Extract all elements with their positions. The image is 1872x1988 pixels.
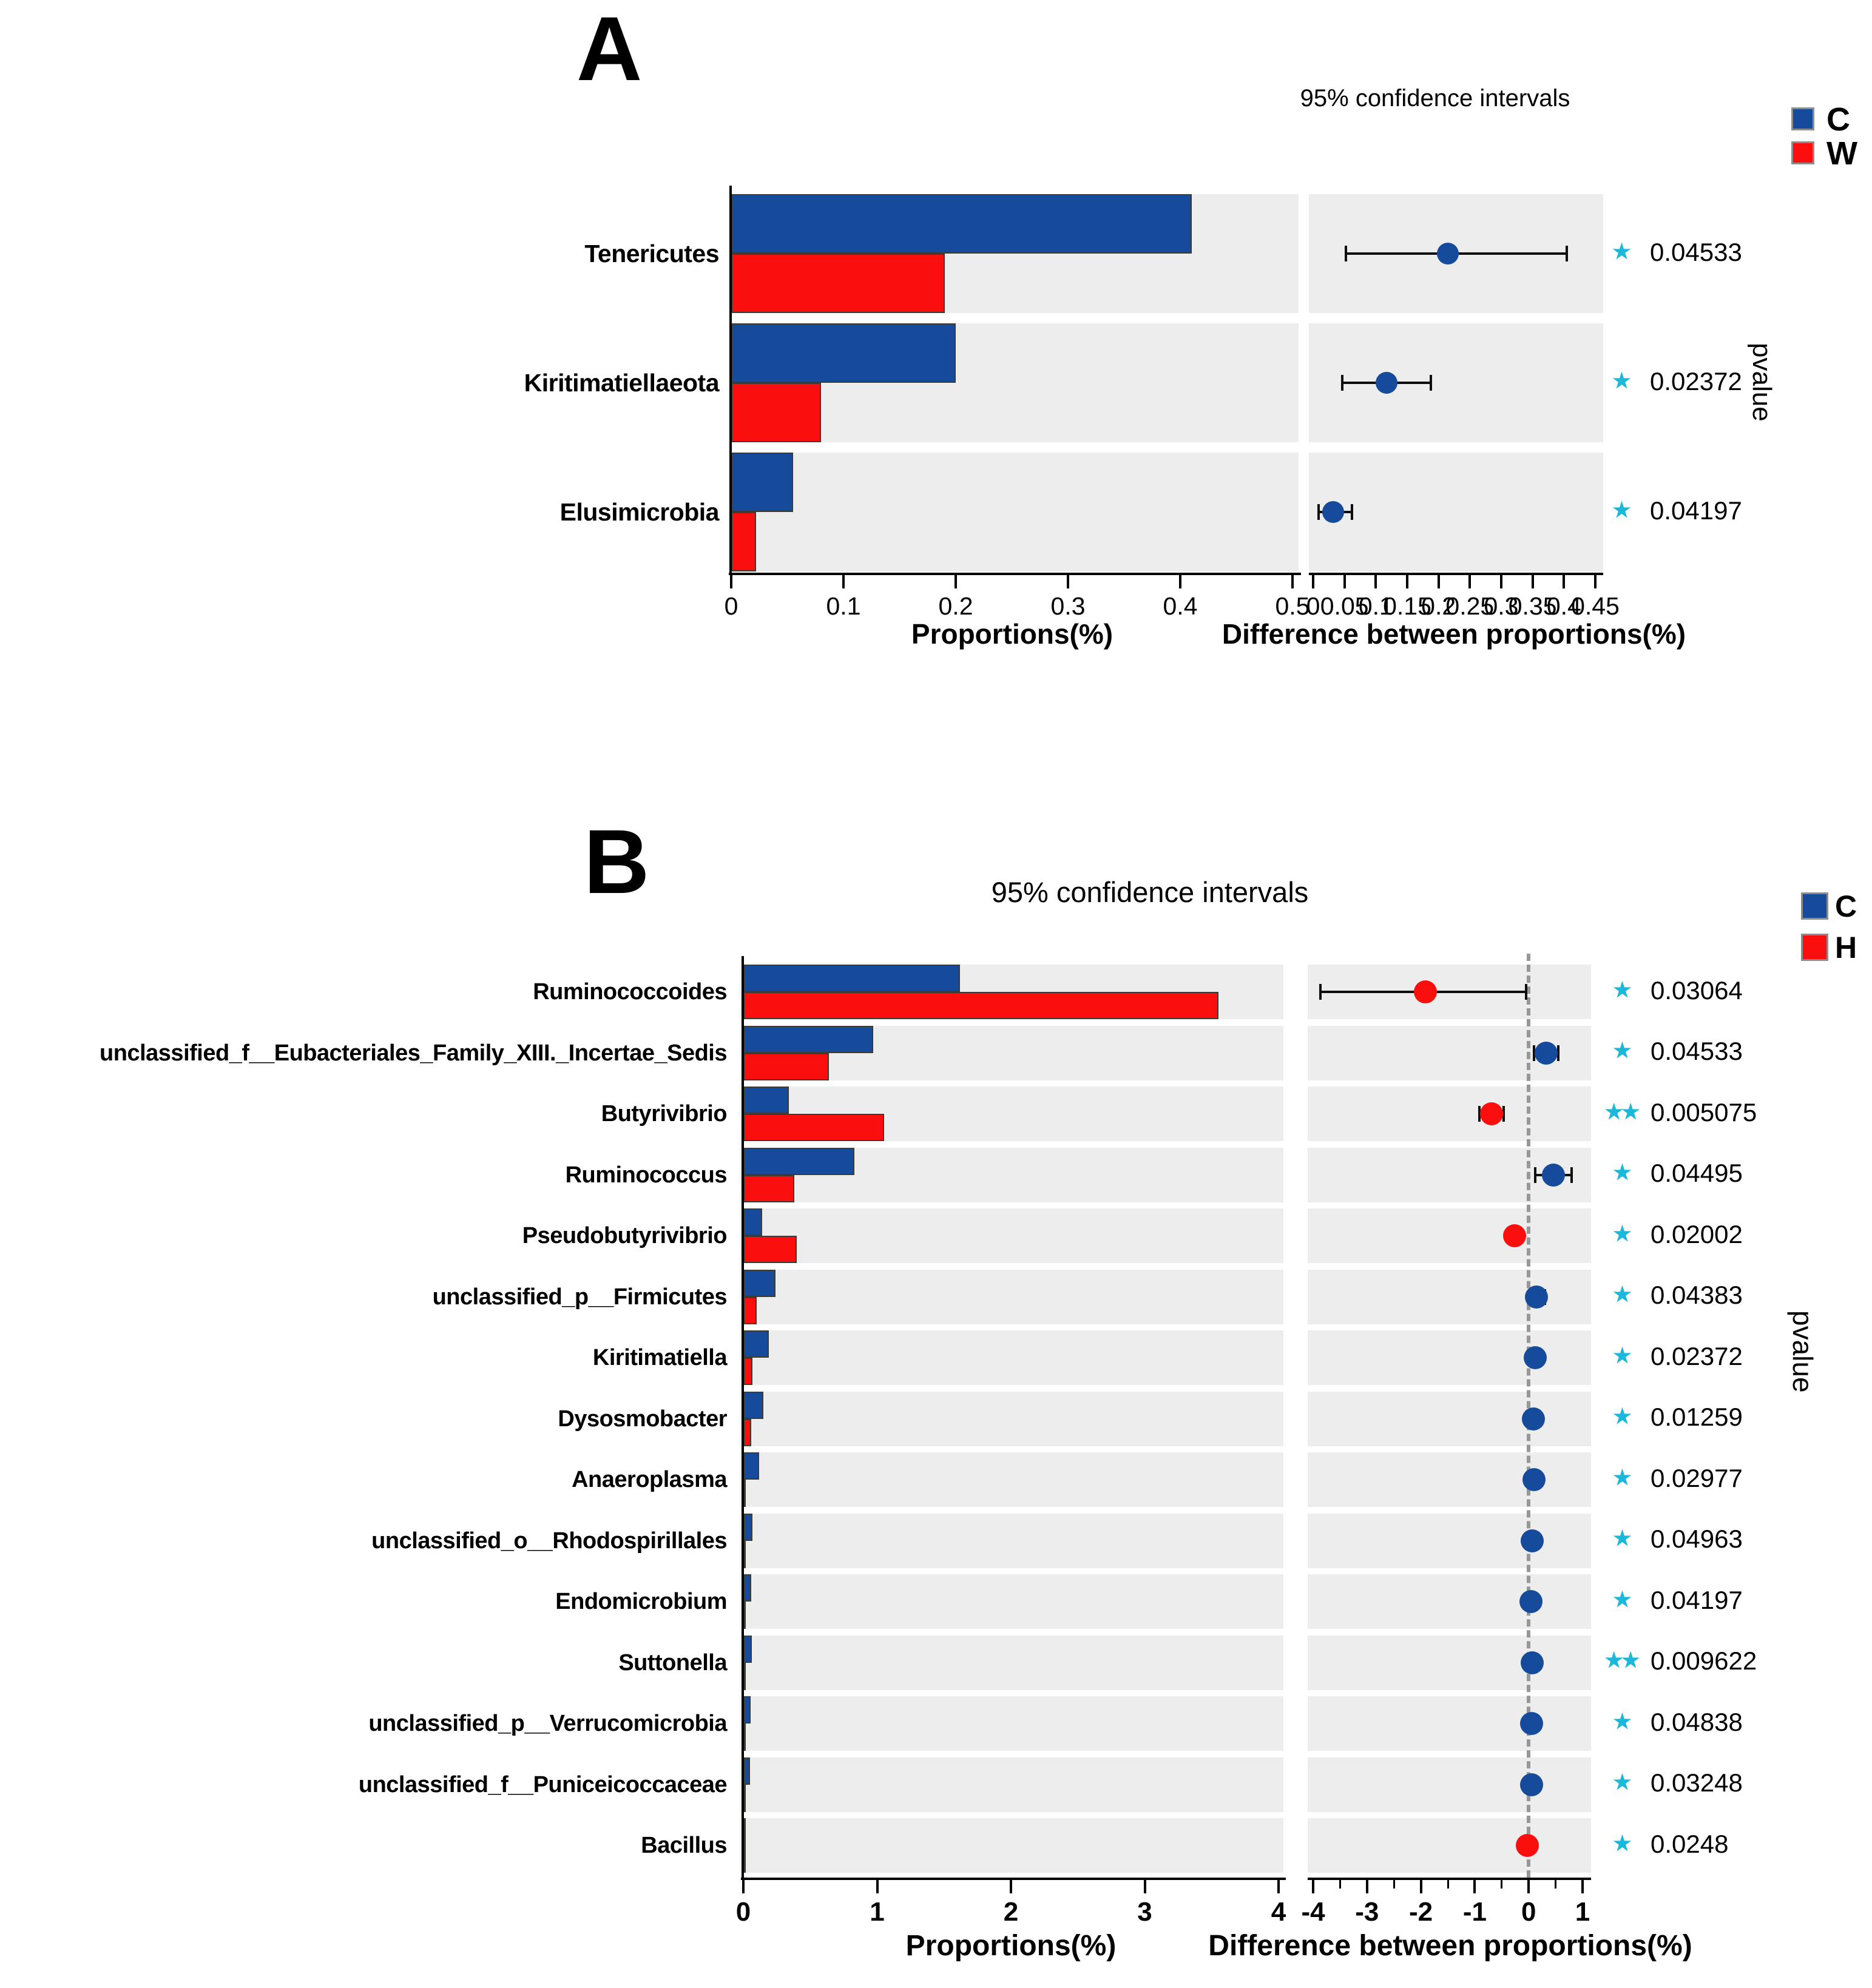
panel-b-subtitle: 95% confidence intervals [991,876,1309,908]
pvalue-text: 0.04495 [1651,1159,1743,1188]
difference-axis-minor-tick [1339,1880,1341,1889]
proportion-bar-H [743,1114,884,1141]
panel-a-difference-axis-title: Difference between proportions(%) [1222,618,1686,650]
proportions-tick-label: 0.3 [1050,592,1086,620]
category-label: Anaeroplasma [572,1467,727,1492]
difference-tick-label: -4 [1301,1897,1325,1927]
significance-stars: ★ [1613,1831,1630,1855]
difference-row-band [1308,1452,1591,1507]
difference-row-band [1308,1818,1591,1873]
significance-stars: ★ [1613,1283,1630,1307]
pvalue-text: 0.03064 [1651,975,1743,1005]
difference-axis-tick [1406,575,1408,588]
ci-cap-high [1566,246,1568,261]
pvalue-text: 0.04533 [1650,237,1742,266]
difference-tick-label: 0 [1521,1897,1536,1927]
category-label: unclassified_p__Verrucomicrobia [368,1711,727,1736]
ci-cap-high [1525,984,1527,1000]
proportions-tick-label: 0.1 [826,592,861,620]
legend-swatch-w [1791,141,1814,164]
ci-mean-dot [1520,1773,1543,1796]
proportions-row-band [743,1208,1283,1263]
category-label: Dysosmobacter [558,1406,727,1432]
proportions-row-band [743,1330,1283,1385]
ci-cap-low [1319,984,1322,1000]
proportion-bar-C [731,194,1192,254]
pvalue-text: 0.01259 [1651,1403,1743,1432]
proportions-row-band [743,1574,1283,1629]
category-label: unclassified_p__Firmicutes [432,1284,727,1310]
category-label: Ruminococcus [565,1162,727,1188]
category-label: Kiritimatiellaeota [524,369,719,397]
difference-axis-minor-tick [1447,1880,1449,1889]
proportions-axis-tick [1067,575,1069,588]
legend-swatch-c [1801,892,1828,920]
difference-tick-label: 0.1 [1358,592,1393,620]
proportion-bar-H [743,1297,757,1324]
proportion-bar-W [731,383,821,442]
ci-mean-dot [1542,1164,1565,1187]
difference-row-band [1308,1696,1591,1751]
significance-stars: ★ [1613,1405,1630,1429]
proportions-x-axis-line [729,573,1301,575]
proportions-y-axis-line [742,956,744,1880]
ci-mean-dot [1522,1468,1546,1491]
proportions-tick-label: 0.5 [1275,592,1310,620]
proportions-row-band [743,1636,1283,1690]
ci-mean-dot [1524,1346,1547,1369]
ci-mean-dot [1535,1042,1558,1065]
panel-b-letter: B [584,810,650,912]
proportion-bar-C [743,1574,751,1602]
difference-axis-minor-tick [1393,1880,1395,1889]
pvalue-text: 0.04197 [1650,496,1742,525]
proportion-bar-C [731,323,956,383]
proportion-bar-C [731,453,793,512]
significance-stars: ★ [1613,1466,1630,1489]
legend-swatch-c [1791,107,1814,130]
ci-mean-dot [1519,1590,1543,1613]
ci-cap-low [1317,504,1320,520]
significance-stars: ★ [1613,1039,1630,1063]
ci-mean-dot [1520,1712,1543,1735]
proportions-row-band [743,1514,1283,1568]
significance-stars: ★ [1613,1222,1630,1245]
category-label: Kiritimatiella [592,1345,727,1370]
difference-axis-tick [1366,1880,1368,1893]
panel-b-difference-axis-title: Difference between proportions(%) [1208,1930,1692,1962]
difference-tick-label: -3 [1355,1897,1379,1927]
proportion-bar-C [743,1636,752,1663]
pvalue-text: 0.02372 [1651,1341,1743,1370]
difference-tick-label: 0.35 [1508,592,1557,620]
difference-row-band [1308,1514,1591,1568]
difference-tick-label: -2 [1409,1897,1433,1927]
proportion-bar-H [743,1175,794,1202]
ci-mean-dot [1322,501,1344,523]
ci-cap-high [1557,1045,1559,1061]
difference-tick-label: 0.2 [1421,592,1456,620]
difference-axis-minor-tick [1555,1880,1556,1889]
ci-cap-low [1534,1167,1536,1183]
proportions-tick-label: 2 [1003,1897,1019,1927]
significance-stars: ★ [1613,1344,1630,1367]
ci-cap-low [1341,375,1343,391]
significance-stars: ★ [1613,978,1630,1002]
panel-b-proportions-axis-title: Proportions(%) [905,1930,1117,1962]
panel-b-pvalue-axis-label: pvalue [1787,1310,1819,1393]
proportion-bar-H [743,992,1218,1019]
difference-tick-label: 0.45 [1571,592,1620,620]
pvalue-text: 0.005075 [1651,1097,1757,1127]
pvalue-text: 0.02977 [1651,1463,1743,1492]
proportions-axis-tick [1277,1880,1280,1893]
proportion-bar-C [743,965,960,992]
difference-axis-tick [1500,575,1502,588]
proportions-axis-tick [876,1880,879,1893]
proportion-bar-H [743,1358,752,1385]
proportions-row-band [743,1392,1283,1446]
proportion-bar-H [743,1053,829,1080]
proportion-bar-C [743,1696,751,1723]
difference-axis-tick [1473,1880,1476,1893]
ci-mean-dot [1521,1529,1544,1552]
proportions-row-band [743,1757,1283,1812]
ci-mean-dot [1437,243,1459,265]
ci-mean-dot [1480,1102,1503,1125]
difference-tick-label: 1 [1575,1897,1590,1927]
difference-axis-minor-tick [1501,1880,1502,1889]
proportion-bar-H [743,1419,751,1446]
legend-label-w: W [1826,135,1857,172]
proportions-tick-label: 0 [735,1897,751,1927]
proportions-tick-label: 3 [1137,1897,1152,1927]
significance-stars: ★ [1613,1710,1630,1733]
significance-stars: ★ [1613,1527,1630,1551]
difference-row-band [1308,1208,1591,1263]
difference-tick-label: 0.3 [1484,592,1519,620]
panel-a-letter: A [576,0,643,99]
pvalue-text: 0.02002 [1651,1219,1743,1248]
difference-axis-tick [1420,1880,1422,1893]
difference-tick-label: 0.25 [1445,592,1495,620]
pvalue-text: 0.04838 [1651,1707,1743,1736]
proportions-tick-label: 0.2 [938,592,973,620]
difference-x-axis-line [1308,1878,1591,1880]
panel-a-pvalue-axis-label: pvalue [1747,343,1777,422]
proportions-axis-tick [955,575,957,588]
difference-row-band [1308,1270,1591,1324]
category-label: unclassified_o__Rhodospirillales [371,1528,727,1554]
proportion-bar-C [743,1087,789,1114]
panel-a-subtitle: 95% confidence intervals [1300,85,1570,112]
difference-axis-tick [1594,575,1597,588]
difference-axis-tick [1312,575,1314,588]
ci-cap-low [1345,246,1347,261]
category-label: Bacillus [641,1833,727,1858]
legend-label-h: H [1835,931,1857,965]
difference-axis-tick [1343,575,1346,588]
legend-label-c: C [1826,101,1850,138]
proportion-bar-W [731,512,756,571]
proportion-bar-C [743,1026,873,1053]
difference-axis-tick [1312,1880,1314,1893]
ci-cap-high [1570,1167,1573,1183]
pvalue-text: 0.04963 [1651,1525,1743,1554]
proportions-y-axis-line [729,186,732,575]
category-label: Butyrivibrio [601,1101,727,1127]
pvalue-text: 0.04383 [1651,1281,1743,1310]
pvalue-text: 0.0248 [1651,1829,1729,1858]
difference-tick-label: 0.4 [1546,592,1581,620]
pvalue-text: 0.04533 [1651,1037,1743,1066]
difference-axis-tick [1527,1880,1530,1893]
significance-stars: ★★ [1604,1100,1638,1124]
difference-axis-tick [1374,575,1377,588]
difference-axis-tick [1581,1880,1584,1893]
proportions-axis-tick [742,1880,745,1893]
difference-axis-tick [1438,575,1440,588]
significance-stars: ★ [1613,1161,1630,1185]
difference-row-band [1308,1087,1591,1141]
proportions-axis-tick [730,575,732,588]
significance-stars: ★ [1613,1588,1630,1611]
pvalue-text: 0.009622 [1651,1646,1757,1676]
difference-tick-label: -1 [1462,1897,1487,1927]
ci-mean-dot [1522,1407,1545,1430]
ci-mean-dot [1525,1285,1548,1309]
significance-stars: ★★ [1604,1649,1638,1673]
proportion-bar-C [743,1452,759,1480]
proportion-bar-C [743,1757,750,1785]
proportions-axis-tick [1179,575,1181,588]
proportions-axis-tick [1144,1880,1146,1893]
difference-x-axis-line [1309,573,1603,575]
ci-mean-dot [1503,1224,1526,1247]
proportion-bar-C [743,1392,763,1419]
proportions-tick-label: 0.4 [1163,592,1198,620]
category-label: Tenericutes [584,240,719,268]
category-label: Suttonella [618,1649,727,1676]
pvalue-text: 0.02372 [1650,366,1742,396]
proportion-bar-C [743,1270,775,1297]
significance-stars: ★ [1612,369,1629,393]
proportion-bar-H [743,1236,797,1263]
significance-stars: ★ [1612,498,1629,522]
proportions-row-band [743,1818,1283,1873]
ci-cap-high [1502,1106,1505,1122]
difference-axis-tick [1532,575,1534,588]
difference-row-band [1308,1636,1591,1690]
legend-label-c: C [1835,889,1857,923]
pvalue-text: 0.04197 [1651,1585,1743,1614]
significance-stars: ★ [1613,1771,1630,1794]
proportions-tick-label: 1 [870,1897,885,1927]
pvalue-text: 0.03248 [1651,1768,1743,1798]
difference-row-band [1308,1757,1591,1812]
category-label: unclassified_f__Puniceicoccaceae [358,1771,727,1798]
proportions-tick-label: 4 [1271,1897,1286,1927]
proportion-bar-C [743,1514,752,1541]
proportion-bar-C [743,1208,762,1236]
category-label: Endomicrobium [555,1589,727,1614]
proportions-axis-tick [1291,575,1294,588]
category-label: unclassified_f__Eubacteriales_Family_XIII._Incertae_Sedis [100,1040,727,1066]
proportions-row-band [743,1452,1283,1507]
difference-row-band [1308,1392,1591,1446]
ci-mean-dot [1414,980,1437,1003]
proportions-row-band [731,453,1299,571]
difference-tick-label: 0 [1306,592,1320,620]
difference-tick-label: 0.15 [1383,592,1431,620]
proportions-axis-tick [842,575,845,588]
proportions-row-band [743,1270,1283,1324]
category-label: Ruminococcoides [533,979,727,1005]
proportions-tick-label: 0 [724,592,738,620]
ci-mean-dot [1521,1651,1544,1674]
proportion-bar-C [743,1148,854,1175]
proportion-bar-W [731,254,945,313]
panel-a-proportions-axis-title: Proportions(%) [911,618,1113,650]
difference-row-band [1308,1574,1591,1629]
difference-axis-tick [1468,575,1471,588]
legend-swatch-h [1801,934,1828,961]
difference-axis-tick [1563,575,1565,588]
category-label: Pseudobutyrivibrio [522,1223,727,1248]
proportions-axis-tick [1010,1880,1012,1893]
ci-mean-dot [1516,1834,1539,1857]
proportions-x-axis-line [741,1878,1286,1880]
category-label: Elusimicrobia [559,498,719,526]
difference-row-band [1308,1330,1591,1385]
proportions-row-band [743,1696,1283,1751]
significance-stars: ★ [1612,240,1629,263]
difference-tick-label: 0.05 [1320,592,1369,620]
ci-cap-high [1430,375,1432,391]
ci-cap-high [1351,504,1353,520]
ci-mean-dot [1376,372,1397,394]
proportion-bar-C [743,1330,769,1358]
